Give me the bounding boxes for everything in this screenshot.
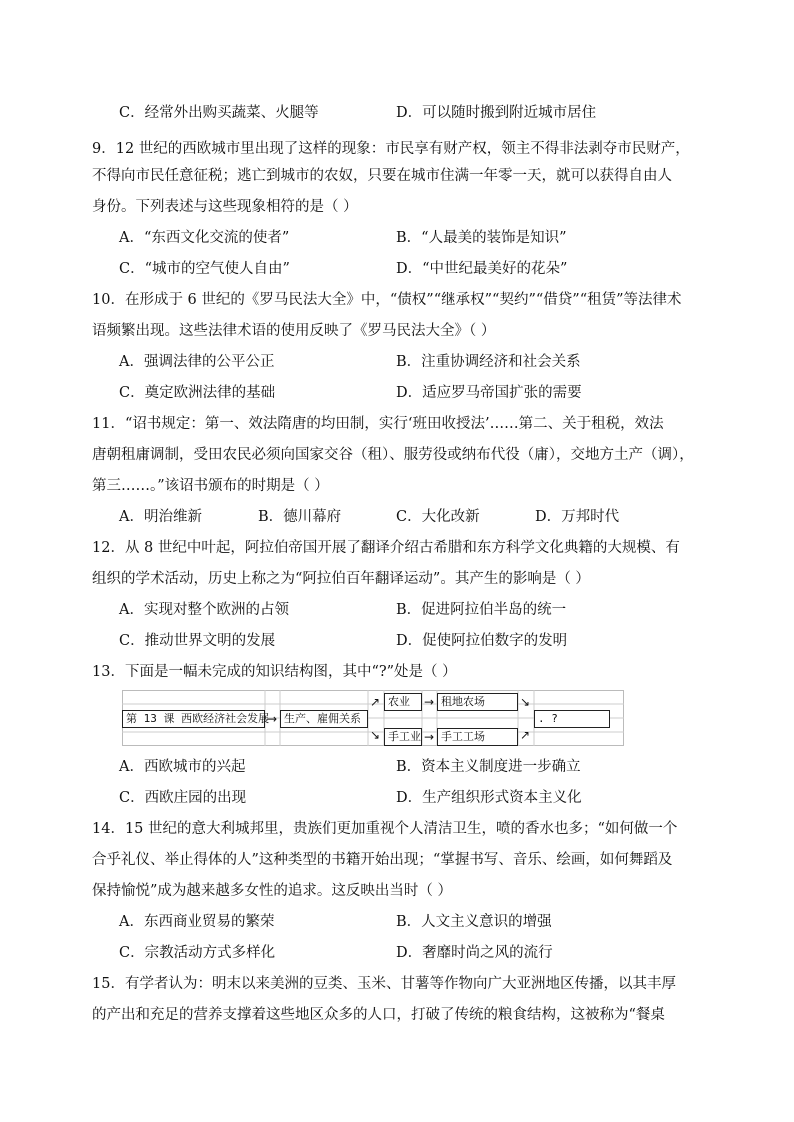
q14-option-b: B．人文主义意识的增强 [396, 914, 552, 930]
q10-stem-line2: 语频繁出现。这些法律术语的使用反映了《罗马民法大全》（ ） [92, 323, 496, 339]
q11-option-d: D．万邦时代 [535, 509, 620, 525]
q14-option-c: C．宗教活动方式多样化 [119, 945, 276, 961]
q13-option-b: B．资本主义制度进一步确立 [396, 759, 581, 775]
diagram-mid-box: 生产、雇佣关系 [280, 710, 368, 728]
q13-option-c: C．西欧庄园的出现 [119, 790, 247, 806]
q11-option-c: C．大化改新 [396, 509, 480, 525]
q12-stem-line1: 12．从 8 世纪中叶起，阿拉伯帝国开展了翻译介绍古希腊和东方科学文化典籍的大规模、有 [92, 540, 680, 556]
q11-stem-line3: 第三……。”该诏书颁布的时期是（ ） [92, 478, 329, 494]
q14-stem-line2: 合乎礼仪、举止得体的人”这种类型的书籍开始出现；“掌握书写、音乐、绘画，如何舞蹈及 [92, 852, 673, 868]
q15-stem-line2: 的产出和充足的营养支撑着这些地区众多的人口，打破了传统的粮食结构，这被称为“餐桌 [92, 1007, 665, 1023]
arrow-right-icon: → [424, 730, 435, 744]
q12-option-c: C．推动世界文明的发展 [119, 633, 276, 649]
arrow-up-right-icon: ↗ [520, 728, 531, 742]
q10-option-a: A．强调法律的公平公正 [119, 354, 275, 370]
q10-stem-line1: 10．在形成于 6 世纪的《罗马民法大全》中，“债权”“继承权”“契约”“借贷”“租赁”等法律术 [92, 292, 682, 308]
diagram-top2-box: 租地农场 [437, 693, 518, 711]
q9-option-d: D．“中世纪最美好的花朵” [396, 261, 568, 277]
diagram-result-box: . ? [534, 710, 610, 728]
q9-option-b: B．“人最美的装饰是知识” [396, 230, 567, 246]
q15-stem-line1: 15．有学者认为：明末以来美洲的豆类、玉米、甘薯等作物向广大亚洲地区传播，以其丰厚 [92, 976, 676, 992]
q8-option-c: C．经常外出购买蔬菜、火腿等 [119, 105, 319, 121]
q9-option-a: A．“东西文化交流的使者” [119, 230, 290, 246]
q14-stem-line3: 保持愉悦”成为越来越多女性的追求。这反映出当时（ ） [92, 883, 453, 899]
q14-option-a: A．东西商业贸易的繁荣 [119, 914, 275, 930]
q13-option-d: D．生产组织形式资本主义化 [396, 790, 582, 806]
q12-option-d: D．促使阿拉伯数字的发明 [396, 633, 568, 649]
diagram-bot2-box: 手工工场 [437, 728, 518, 746]
q14-stem-line1: 14．15 世纪的意大利城邦里，贵族们更加重视个人清洁卫生，喷的香水也多；“如何做一个 [92, 821, 678, 837]
arrow-right-icon: → [267, 712, 278, 726]
arrow-up-right-icon: ↗ [370, 695, 381, 709]
q14-option-d: D．奢靡时尚之风的流行 [396, 945, 553, 961]
q11-stem-line2: 唐朝租庸调制，受田农民必须向国家交谷（租）、服劳役或纳布代役（庸），交地方土产（调）， [92, 447, 694, 463]
q10-option-b: B．注重协调经济和社会关系 [396, 354, 581, 370]
q10-option-c: C．奠定欧洲法律的基础 [119, 385, 276, 401]
diagram-top1-box: 农业 [384, 693, 422, 711]
knowledge-structure-diagram [122, 690, 624, 746]
arrow-right-icon: → [424, 695, 435, 709]
q11-option-a: A．明治维新 [119, 509, 202, 525]
q13-stem-line1: 13．下面是一幅未完成的知识结构图，其中“?”处是（ ） [92, 664, 457, 680]
q10-option-d: D．适应罗马帝国扩张的需要 [396, 385, 582, 401]
q12-option-b: B．促进阿拉伯半岛的统一 [396, 602, 567, 618]
diagram-bot1-box: 手工业 [384, 728, 422, 746]
q12-stem-line2: 组织的学术活动，历史上称之为“阿拉伯百年翻译运动”。其产生的影响是（ ） [92, 571, 590, 587]
q11-option-b: B．德川幕府 [258, 509, 342, 525]
q8-option-d: D．可以随时搬到附近城市居住 [396, 105, 597, 121]
arrow-down-right-icon: ↘ [520, 695, 531, 709]
q13-option-a: A．西欧城市的兴起 [119, 759, 246, 775]
q9-option-c: C．“城市的空气使人自由” [119, 261, 290, 277]
arrow-down-right-icon: ↘ [370, 728, 381, 742]
diagram-root-box: 第 13 课 西欧经济社会发展 [122, 710, 265, 728]
q12-option-a: A．实现对整个欧洲的占领 [119, 602, 289, 618]
q9-stem-line3: 身份。下列表述与这些现象相符的是（ ） [92, 199, 358, 215]
q9-stem-line2: 不得向市民任意征税；逃亡到城市的农奴，只要在城市住满一年零一天，就可以获得自由人 [92, 168, 672, 184]
q9-stem-line1: 9．12 世纪的西欧城市里出现了这样的现象：市民享有财产权，领主不得非法剥夺市民财产， [92, 141, 690, 157]
q11-stem-line1: 11．“诏书规定：第一、效法隋唐的均田制，实行‘班田收授法’……第二、关于租税，效法 [92, 416, 664, 432]
